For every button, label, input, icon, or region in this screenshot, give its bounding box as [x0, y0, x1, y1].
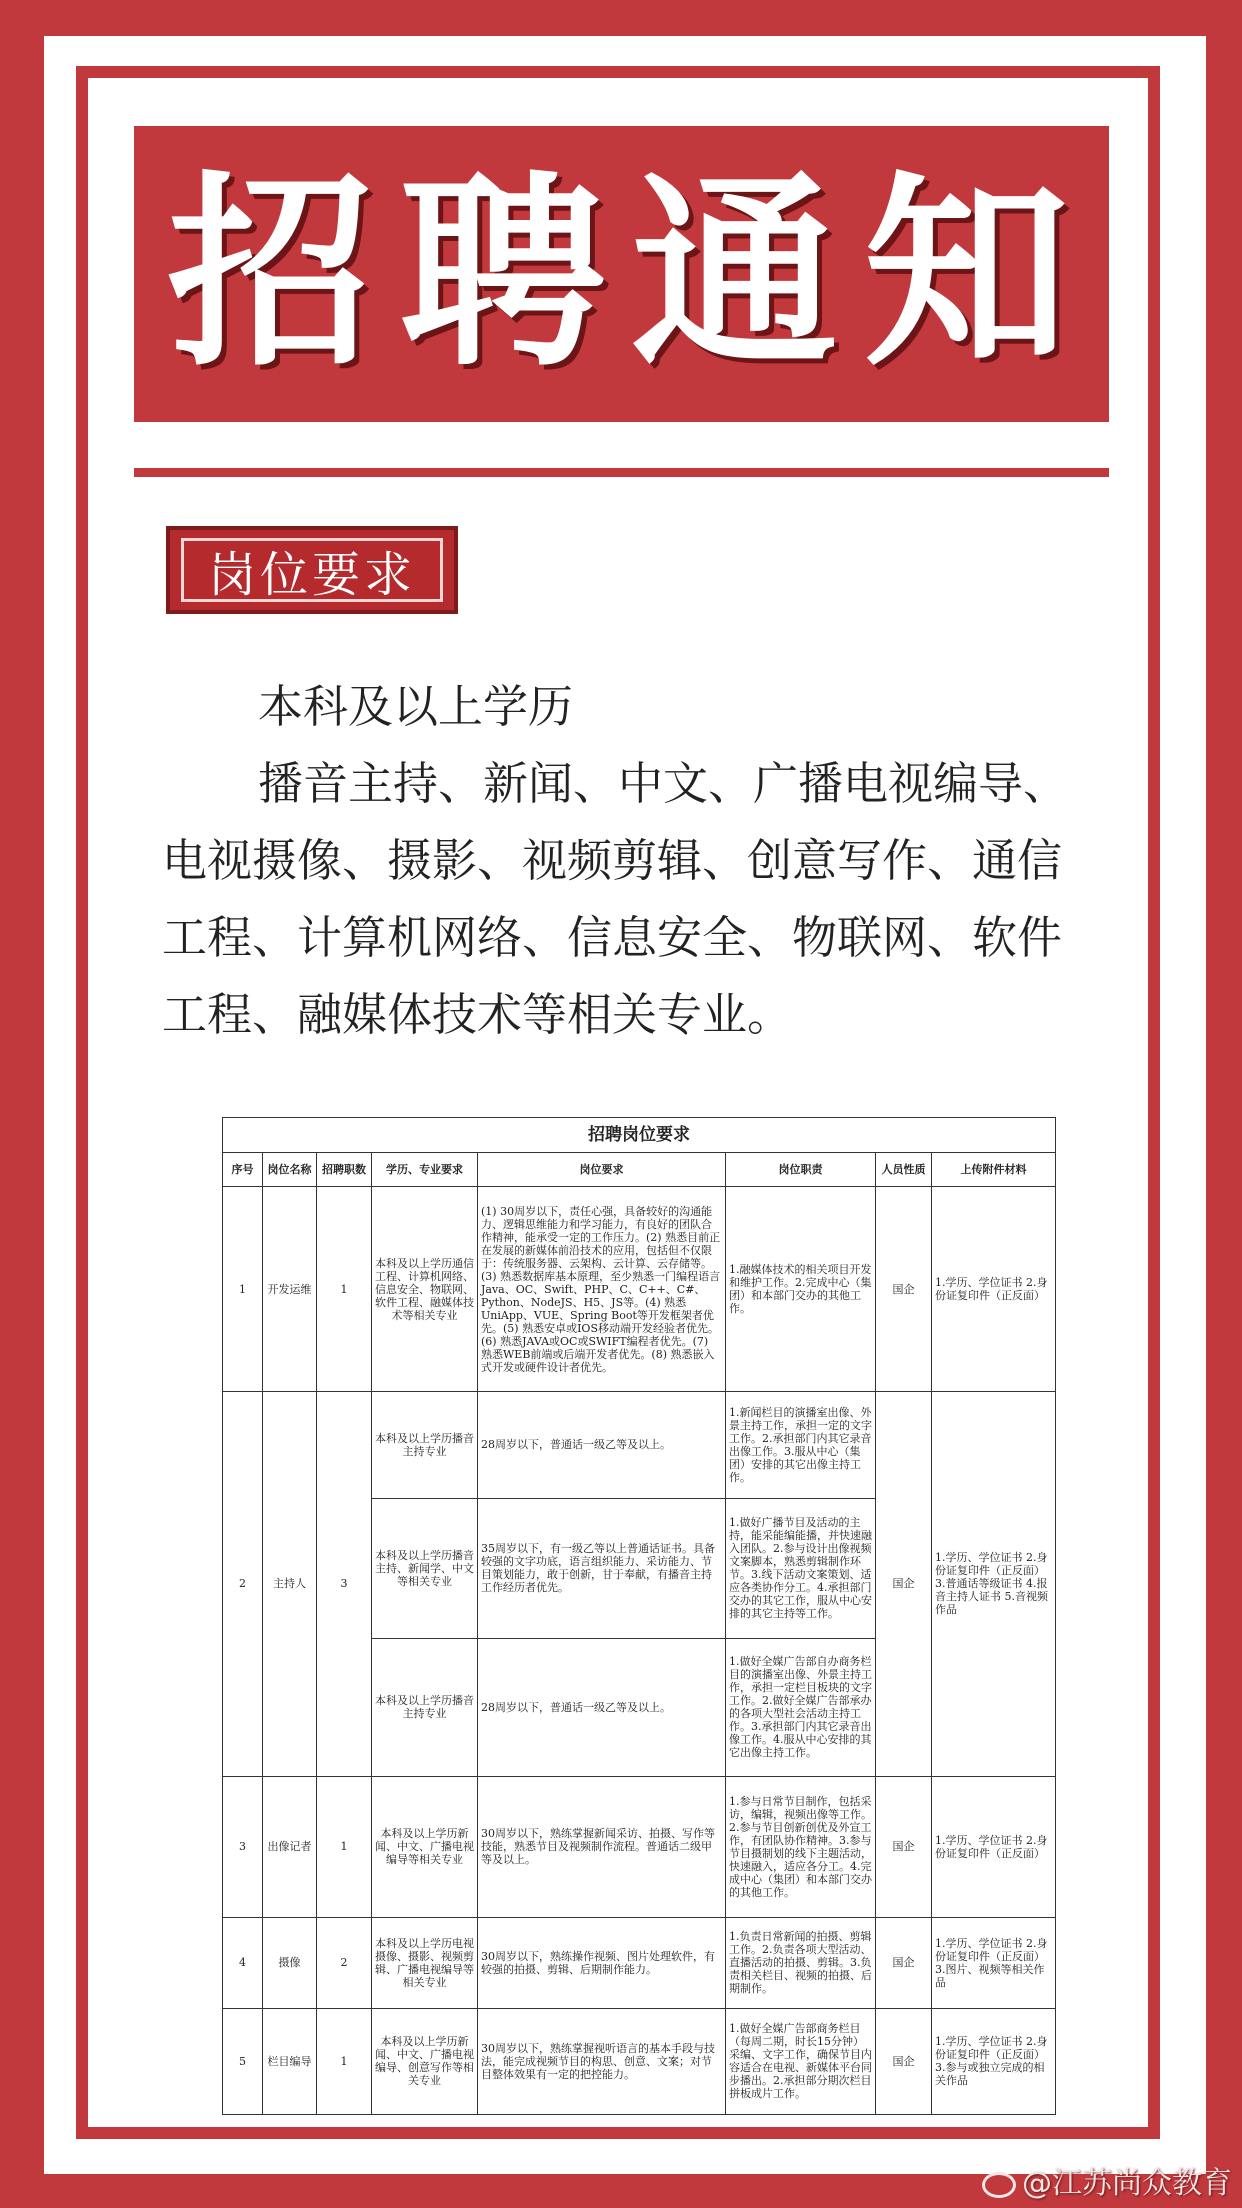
recruitment-table	[222, 1117, 1055, 2115]
cell-no: 1	[223, 1187, 263, 1392]
table-row	[223, 2008, 1056, 2114]
table-row	[223, 1392, 1056, 1498]
cell-requirements: 28周岁以下，普通话一级乙等及以上。	[478, 1392, 726, 1498]
cell-no: 2	[223, 1392, 263, 1777]
cell-type: 国企	[876, 1918, 932, 2008]
cell-no: 4	[223, 1918, 263, 2008]
cell-duties: 1.融媒体技术的相关项目开发和维护工作。2.完成中心（集团）和本部门交办的其他工作。	[726, 1187, 876, 1392]
cell-duties: 1.做好全媒广告部商务栏目（每周二期，时长15分钟）采编、文字工作，确保节目内容适合在电视、新媒体平台同步播出。2.承担部分期次栏目拼板成片工作。	[726, 2008, 876, 2114]
cell-position: 栏目编导	[263, 2008, 317, 2114]
cell-requirements: 28周岁以下，普通话一级乙等及以上。	[478, 1639, 726, 1777]
cell-count: 3	[317, 1392, 372, 1777]
cell-count: 1	[317, 2008, 372, 2114]
cell-education: 本科及以上学历播音主持专业	[372, 1392, 478, 1498]
cell-documents: 1.学历、学位证书 2.身份证复印件（正反面）3.普通话等级证书 4.报音主持人证书 5.音视频作品	[932, 1392, 1056, 1777]
header-education: 学历、专业要求	[372, 1153, 478, 1187]
cell-education: 本科及以上学历新闻、中文、广播电视编导等相关专业	[372, 1776, 478, 1918]
cell-no: 3	[223, 1776, 263, 1918]
cell-duties: 1.新闻栏目的演播室出像、外景主持工作，承担一定的文字工作。2.承担部门内其它录音出像工作。3.服从中心（集团）安排的其它出像主持工作。	[726, 1392, 876, 1498]
cell-education: 本科及以上学历通信工程、计算机网络、信息安全、物联网、软件工程、融媒体技术等相关专业	[372, 1187, 478, 1392]
table-caption: 招聘岗位要求	[223, 1118, 1056, 1153]
section-tag-label: 岗位要求	[181, 538, 443, 602]
cell-count: 2	[317, 1918, 372, 2008]
cell-duties: 1.负责日常新闻的拍摄、剪辑工作。2.负责各项大型活动、直播活动的拍摄、剪辑。3.负责相关栏目、视频的拍摄、后期制作。	[726, 1918, 876, 2008]
cell-education: 本科及以上学历播音主持、新闻学、中文等相关专业	[372, 1498, 478, 1639]
header-count: 招聘职数	[317, 1153, 372, 1187]
cell-count: 1	[317, 1187, 372, 1392]
header-requirements: 岗位要求	[478, 1153, 726, 1187]
cell-position: 主持人	[263, 1392, 317, 1777]
cell-duties: 1.参与日常节目制作，包括采访，编辑，视频出像等工作。2.参与节目创新创优及外宣工作，有团队协作精神。3.参与节目摄制划的线下主题活动，快速融入，适应各分工。4.完成中心（集团）和本部门交办的其他工作。	[726, 1776, 876, 1918]
cell-requirements: 30周岁以下，熟练掌握视听语言的基本手段与技法，能完成视频节目的构思、创意、文案；对节目整体效果有一定的把控能力。	[478, 2008, 726, 2114]
intro-line-2: 播音主持、新闻、中文、广播电视编导、电视摄像、摄影、视频剪辑、创意写作、通信工程、计算机网络、信息安全、物联网、软件工程、融媒体技术等相关专业。	[162, 757, 1069, 1041]
cell-documents: 1.学历、学位证书 2.身份证复印件（正反面）3.参与或独立完成的相关作品	[932, 2008, 1056, 2114]
weibo-icon	[982, 2172, 1016, 2198]
cell-education: 本科及以上学历新闻、中文、广播电视编导、创意写作等相关专业	[372, 2008, 478, 2114]
header-documents: 上传附件材料	[932, 1153, 1056, 1187]
watermark	[982, 2158, 1232, 2202]
cell-education: 本科及以上学历播音主持专业	[372, 1639, 478, 1777]
header-no: 序号	[223, 1153, 263, 1187]
header-type: 人员性质	[876, 1153, 932, 1187]
cell-education: 本科及以上学历电视摄像、摄影、视频剪辑、广播电视编导等相关专业	[372, 1918, 478, 2008]
intro-line-1: 本科及以上学历	[258, 680, 574, 733]
header-position: 岗位名称	[263, 1153, 317, 1187]
cell-documents: 1.学历、学位证书 2.身份证复印件（正反面）3.图片、视频等相关作品	[932, 1918, 1056, 2008]
table-row	[223, 1776, 1056, 1918]
intro-text	[162, 668, 1080, 1053]
watermark-text: @江苏尚众教育	[1022, 2166, 1232, 2201]
cell-type: 国企	[876, 1187, 932, 1392]
cell-documents: 1.学历、学位证书 2.身份证复印件（正反面）	[932, 1187, 1056, 1392]
cell-duties: 1.做好全媒广告部自办商务栏目的演播室出像、外景主持工作，承担一定栏目板块的文字工作。2.做好全媒广告部承办的各项大型社会活动主持工作。3.承担部门内其它录音出像工作。4.服从中心安排的其它出像主持工作。	[726, 1639, 876, 1777]
cell-requirements: 30周岁以下，熟练操作视频、图片处理软件，有较强的拍摄、剪辑、后期制作能力。	[478, 1918, 726, 2008]
section-tag	[166, 526, 458, 614]
header-duties: 岗位职责	[726, 1153, 876, 1187]
cell-duties: 1.做好广播节目及活动的主持，能采能编能播，并快速融入团队。2.参与设计出像视频文案脚本，熟悉剪辑制作环节。3.线下活动文案策划、适应各类协作分工。4.承担部门交办的其它工作，服从中心安排的其它主持等工作。	[726, 1498, 876, 1639]
table-row	[223, 1187, 1056, 1392]
cell-type: 国企	[876, 2008, 932, 2114]
title-divider	[134, 468, 1109, 477]
cell-position: 摄像	[263, 1918, 317, 2008]
cell-count: 1	[317, 1776, 372, 1918]
cell-requirements: 30周岁以下，熟练掌握新闻采访、拍摄、写作等技能，熟悉节目及视频制作流程。普通话二级甲等及以上。	[478, 1776, 726, 1918]
cell-type: 国企	[876, 1392, 932, 1777]
page-title: 招聘通知	[167, 154, 1096, 394]
title-banner	[134, 126, 1109, 422]
table-row	[223, 1918, 1056, 2008]
cell-no: 5	[223, 2008, 263, 2114]
cell-requirements: 35周岁以下，有一级乙等以上普通话证书。具备较强的文字功底，语言组织能力、采访能力、节目策划能力，敢于创新，甘于奉献，有播音主持工作经历者优先。	[478, 1498, 726, 1639]
cell-position: 开发运维	[263, 1187, 317, 1392]
cell-type: 国企	[876, 1776, 932, 1918]
cell-position: 出像记者	[263, 1776, 317, 1918]
cell-documents: 1.学历、学位证书 2.身份证复印件（正反面）	[932, 1776, 1056, 1918]
cell-requirements: (1) 30周岁以下，责任心强，具备较好的沟通能力、逻辑思维能力和学习能力，有良好的团队合作精神，能承受一定的工作压力。(2) 熟悉目前正在发展的新媒体前沿技术的应用，包括但不仅限于：传统服务器、云架构、云计算、云存储等。(3) 熟悉数据库基本原理，至少熟悉一门编程语言Java、OC、Swift、PHP、C、C++、C#、Python、NodeJS、H5、JS等。(4) 熟悉UniApp、VUE、Spring Boot等开发框架者优先。(5) 熟悉安卓或IOS移动端开发经验者优先。(6) 熟悉JAVA或OC或SWIFT编程者优先。(7) 熟悉WEB前端或后端开发者优先。(8) 熟悉嵌入式开发或硬件设计者优先。	[478, 1187, 726, 1392]
